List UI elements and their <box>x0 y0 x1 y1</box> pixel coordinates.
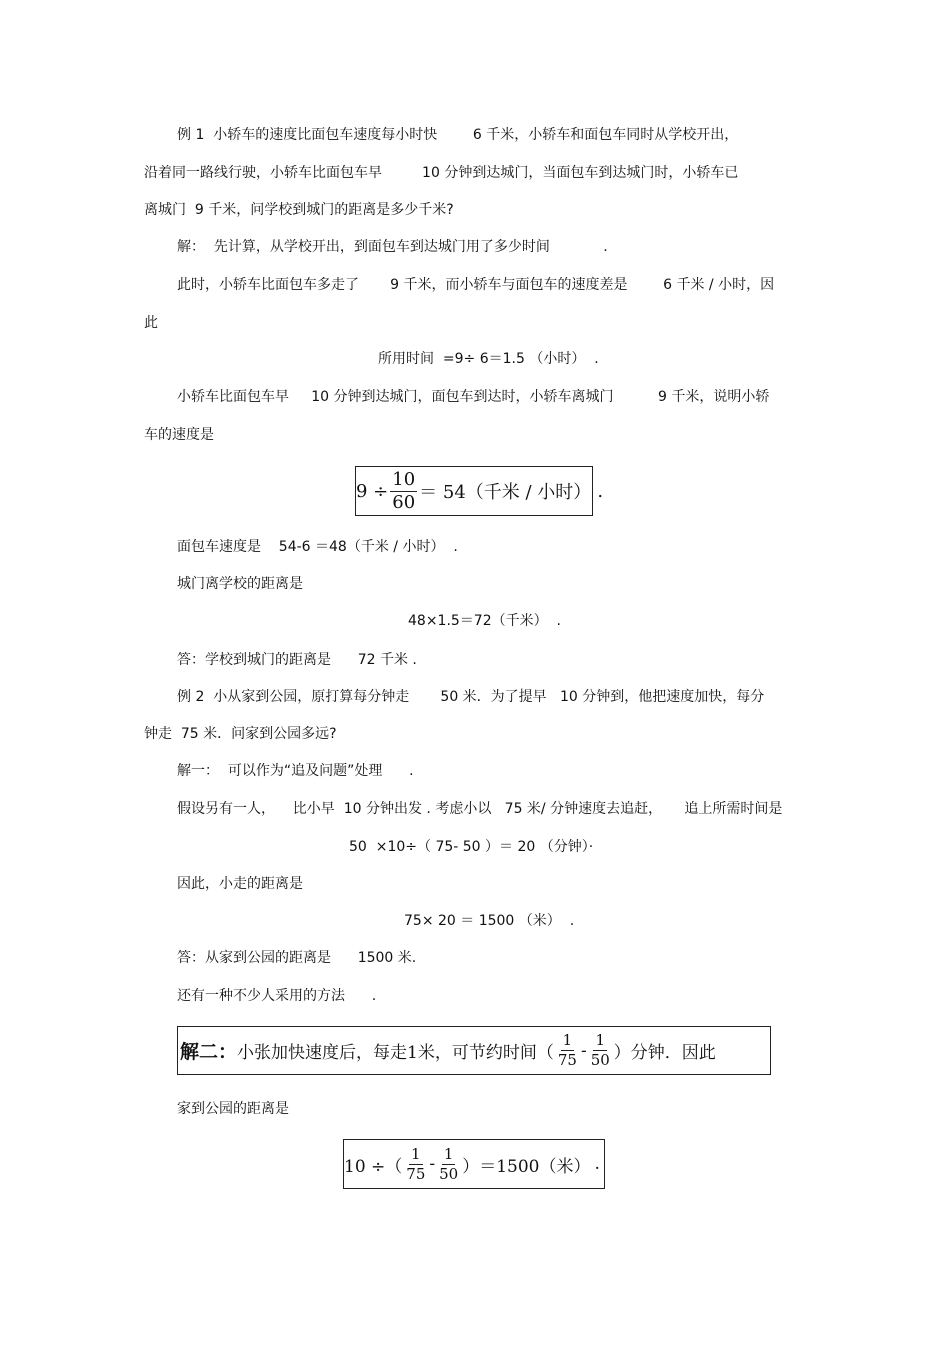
distance-equation: 48×1.5＝72（千米） . <box>408 613 561 629</box>
fraction-denominator: 75 <box>557 1051 577 1069</box>
solution2-text: 小张加快速度后，每走1米，可节约时间（ <box>237 1043 554 1063</box>
solution-intro: 解： 先计算，从学校开出，到面包车到达城门用了多少时间 . <box>177 239 608 255</box>
fraction-1-75 <box>556 1033 579 1068</box>
speed-diff-line1: 此时，小轿车比面包车多走了 9 千米，而小轿车与面包车的速度差是 6 千米 / 小时，因 <box>177 277 775 293</box>
park-distance-formula-box <box>343 1139 605 1189</box>
formula-result: ＝ 54（千米 / 小时） <box>419 482 592 503</box>
fraction-numerator: 1 <box>562 1031 573 1049</box>
chase-time-equation: 50 ×10÷（ 75- 50 ）＝ 20 （分钟）· <box>349 839 594 855</box>
answer1: 答：学校到城门的距离是 72 千米 . <box>177 652 417 668</box>
car-speed-line2: 车的速度是 <box>144 427 214 443</box>
fraction-numerator: 1 <box>595 1031 605 1049</box>
example1-line2: 沿着同一路线行驶，小轿车比面包车早 10 分钟到达城门，当面包车到达城门时，小轿车已 <box>144 165 739 181</box>
distance-intro: 城门离学校的距离是 <box>177 576 303 592</box>
time-equation: 所用时间 =9÷ 6＝1.5 （小时） . <box>378 351 599 367</box>
example2-line1: 例 2 小从家到公园，原打算每分钟走 50 米．为了提早 10 分钟到，他把速度加快，每分 <box>177 689 765 705</box>
fraction-numerator: 10 <box>392 468 416 490</box>
fraction-denominator: 75 <box>406 1164 426 1183</box>
speed-diff-line2: 此 <box>144 315 158 331</box>
car-speed-formula-box <box>355 466 604 516</box>
formula-end: . <box>597 480 604 502</box>
van-speed-line: 面包车速度是 54-6 ＝48（千米 / 小时） . <box>177 539 458 555</box>
fraction-denominator: 60 <box>392 491 416 513</box>
method2-intro: 还有一种不少人采用的方法 . <box>177 988 377 1004</box>
fraction-1-50 <box>589 1033 612 1068</box>
example1-line1: 例 1 小轿车的速度比面包车速度每小时快 6 千米，小轿车和面包车同时从学校开出， <box>177 127 739 143</box>
answer2: 答：从家到公园的距离是 1500 米. <box>177 950 417 966</box>
fraction-numerator: 1 <box>411 1144 421 1163</box>
solution1-intro: 解一： 可以作为“追及问题”处理 . <box>177 763 414 779</box>
minus-sign: - <box>580 1040 587 1061</box>
chase-assumption: 假设另有一人， 比小早 10 分钟出发 . 考虑小以 75 米/ 分钟速度去追赶， 追上所需时间是 <box>177 801 783 817</box>
solution2-box <box>177 1026 771 1075</box>
walk-distance-intro: 因此，小走的距离是 <box>177 876 303 892</box>
car-speed-line1: 小轿车比面包车早 10 分钟到达城门，面包车到达时，小轿车离城门 9 千米，说明小轿 <box>177 389 770 405</box>
formula-end: . <box>594 1154 600 1174</box>
example1-line3: 离城门 9 千米，问学校到城门的距离是多少千米? <box>144 202 454 218</box>
fraction-10-60 <box>390 468 417 513</box>
park-distance-intro: 家到公园的距离是 <box>177 1101 289 1117</box>
walk-distance-equation: 75× 20 ＝ 1500 （米） . <box>404 913 575 929</box>
fraction-denominator: 50 <box>590 1051 610 1069</box>
formula-lead: 9 ÷ <box>356 480 389 502</box>
solution2-rest: ）分钟．因此 <box>613 1043 716 1063</box>
fraction-1-75 <box>404 1144 427 1183</box>
solution2-lead: 解二： <box>180 1041 238 1063</box>
fraction-denominator: 50 <box>439 1164 459 1183</box>
fraction-numerator: 1 <box>443 1144 454 1163</box>
example2-line2: 钟走 75 米．问家到公园多远? <box>144 726 337 742</box>
formula-result: ）＝1500（米） <box>462 1156 591 1177</box>
fraction-1-50 <box>437 1144 460 1183</box>
minus-sign: - <box>429 1154 436 1174</box>
formula-lead: 10 ÷（ <box>344 1156 403 1177</box>
